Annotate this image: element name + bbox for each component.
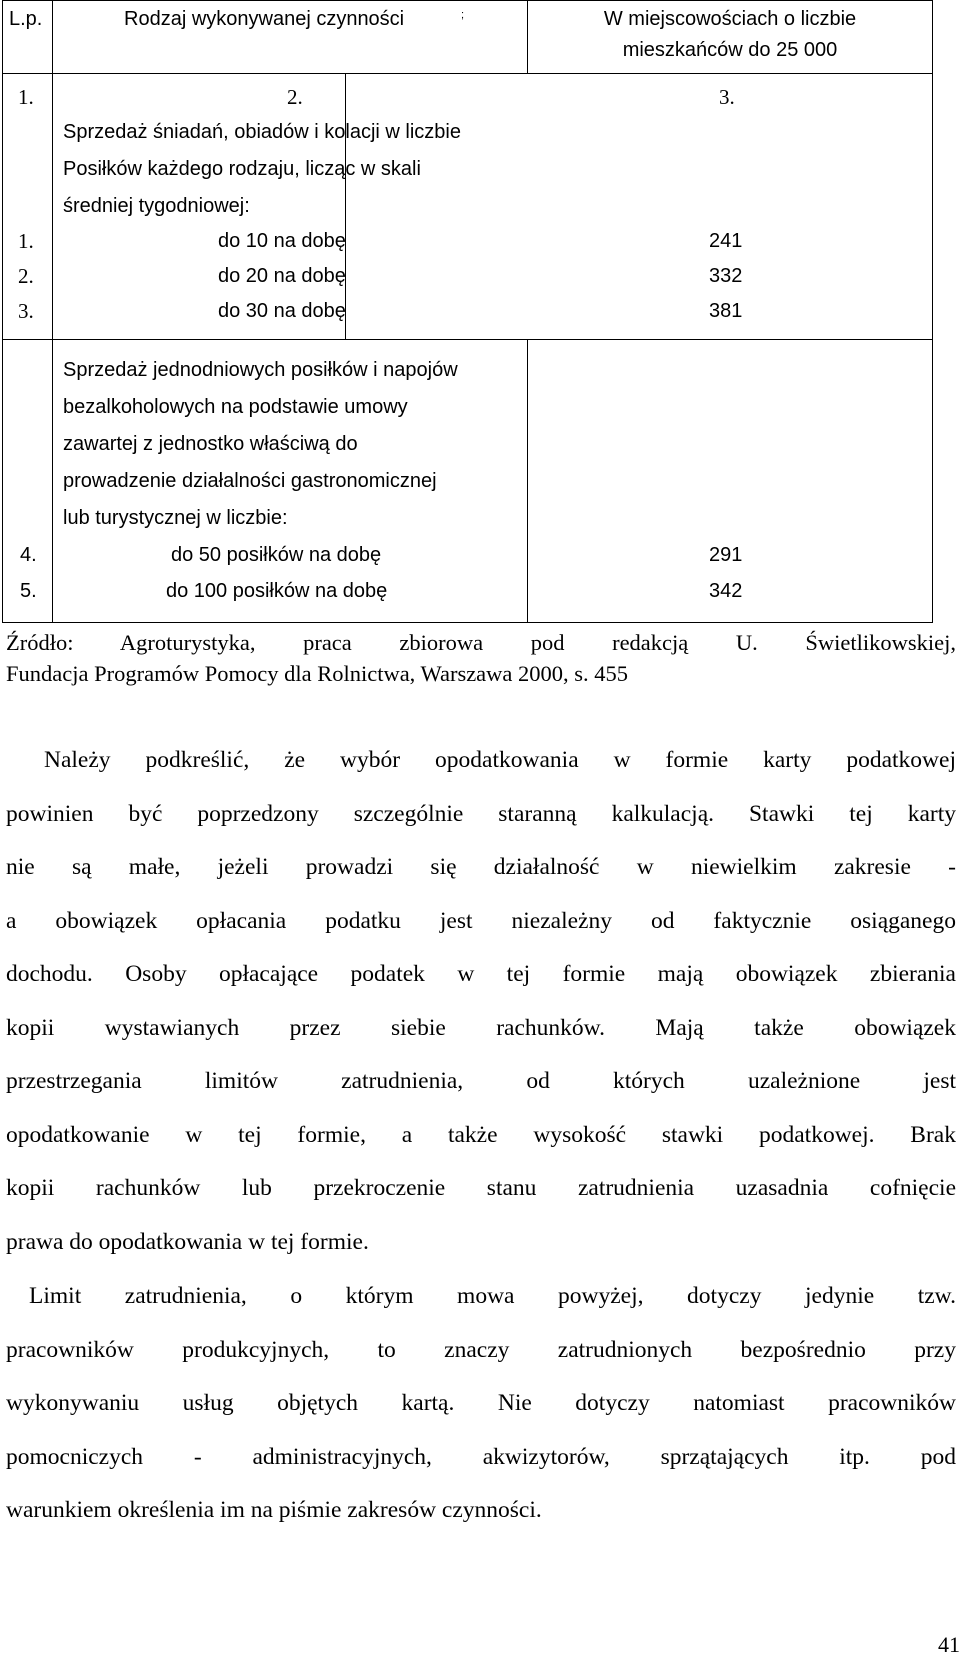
paragraph-line: dochodu. Osoby opłacające podatek w tej formie mają obowiązek zbierania — [6, 961, 956, 987]
row-value: 342 — [709, 580, 743, 602]
page-number: 41 — [938, 1632, 960, 1657]
row-value: 291 — [709, 544, 743, 566]
row-divider — [3, 339, 932, 340]
column-number-1: 1. — [18, 85, 34, 109]
header-towns: W miejscowościach o liczbie — [603, 8, 857, 30]
paragraph-line: Należy podkreślić, że wybór opodatkowania w formie karty podatkowej — [44, 747, 956, 773]
paragraph-line: kopii wystawianych przez siebie rachunków. Mają także obowiązek — [6, 1014, 956, 1041]
group2-heading-line: Sprzedaż jednodniowych posiłków i napojów — [63, 359, 458, 381]
group2-heading-line: lub turystycznej w liczbie: — [63, 507, 288, 529]
row-value: 381 — [709, 300, 743, 322]
header-towns-line2: mieszkańców do 25 000 — [622, 39, 838, 61]
column-number-3: 3. — [719, 85, 735, 109]
group1-heading-line: Posiłków każdego rodzaju, licząc w skali — [63, 158, 421, 180]
row-divider — [3, 73, 932, 74]
group2-heading-line: zawartej z jednostko właściwą do — [63, 433, 358, 455]
group1-heading-line: Sprzedaż śniadań, obiadów i kolacji w liczbie — [63, 121, 461, 143]
rates-table — [2, 0, 933, 623]
paragraph-line: prawa do opodatkowania w tej formie. — [6, 1228, 369, 1255]
body-paragraph — [6, 1270, 956, 1538]
paragraph-line: a obowiązek opłacania podatku jest niezależny od faktycznie osiąganego — [6, 907, 956, 934]
column-number-2: 2. — [287, 85, 303, 109]
paragraph-line: pracowników produkcyjnych, to znaczy zatrudnionych bezpośrednio przy — [6, 1336, 956, 1363]
column-divider — [527, 339, 528, 623]
paragraph-line: kopii rachunków lub przekroczenie stanu zatrudnienia uzasadnia cofnięcie — [6, 1175, 956, 1201]
group1-heading-line: średniej tygodniowej: — [63, 195, 250, 217]
row-lp: 4. — [20, 544, 37, 566]
row-lp: 3. — [18, 299, 34, 323]
row-activity: do 100 posiłków na dobę — [166, 580, 388, 602]
row-value: 332 — [709, 265, 743, 287]
row-activity: do 50 posiłków na dobę — [171, 544, 382, 566]
paragraph-line: Limit zatrudnienia, o którym mowa powyżej, dotyczy jedynie tzw. — [29, 1283, 956, 1309]
row-lp: 2. — [18, 264, 34, 288]
header-lp: L.p. — [9, 8, 43, 30]
paragraph-line: pomocniczych - administracyjnych, akwizytorów, sprzątających itp. pod — [6, 1443, 956, 1470]
group2-heading-line: bezalkoholowych na podstawie umowy — [63, 396, 408, 418]
row-activity: do 30 na dobę — [218, 300, 346, 322]
row-activity: do 10 na dobę — [218, 230, 346, 252]
column-divider — [52, 1, 53, 623]
header-activity: Rodzaj wykonywanej czynności — [124, 8, 405, 30]
paragraph-line: nie są małe, jeżeli prowadzi się działalność w niewielkim zakresie - — [6, 854, 956, 880]
body-paragraph — [6, 734, 956, 1269]
source-note — [6, 627, 956, 689]
row-activity: do 20 na dobę — [218, 265, 346, 287]
paragraph-line: warunkiem określenia im na piśmie zakresów czynności. — [6, 1497, 542, 1523]
row-lp: 5. — [20, 580, 37, 602]
header-mark: ; — [461, 9, 465, 21]
paragraph-line: powinien być poprzedzony szczególnie staranną kalkulacją. Stawki tej karty — [6, 800, 956, 827]
paragraph-line: wykonywaniu usług objętych kartą. Nie dotyczy natomiast pracowników — [6, 1390, 956, 1416]
source-line: Fundacja Programów Pomocy dla Rolnictwa, Warszawa 2000, s. 455 — [6, 661, 629, 686]
paragraph-line: opodatkowanie w tej formie, a także wysokość stawki podatkowej. Brak — [6, 1121, 956, 1148]
row-lp: 1. — [18, 229, 34, 253]
paragraph-line: przestrzegania limitów zatrudnienia, od których uzależnione jest — [6, 1068, 956, 1094]
source-line: Źródło: Agroturystyka, praca zbiorowa pod redakcją U. Świetlikowskiej, — [6, 630, 956, 655]
row-value: 241 — [709, 230, 743, 252]
group2-heading-line: prowadzenie działalności gastronomicznej — [63, 470, 437, 492]
